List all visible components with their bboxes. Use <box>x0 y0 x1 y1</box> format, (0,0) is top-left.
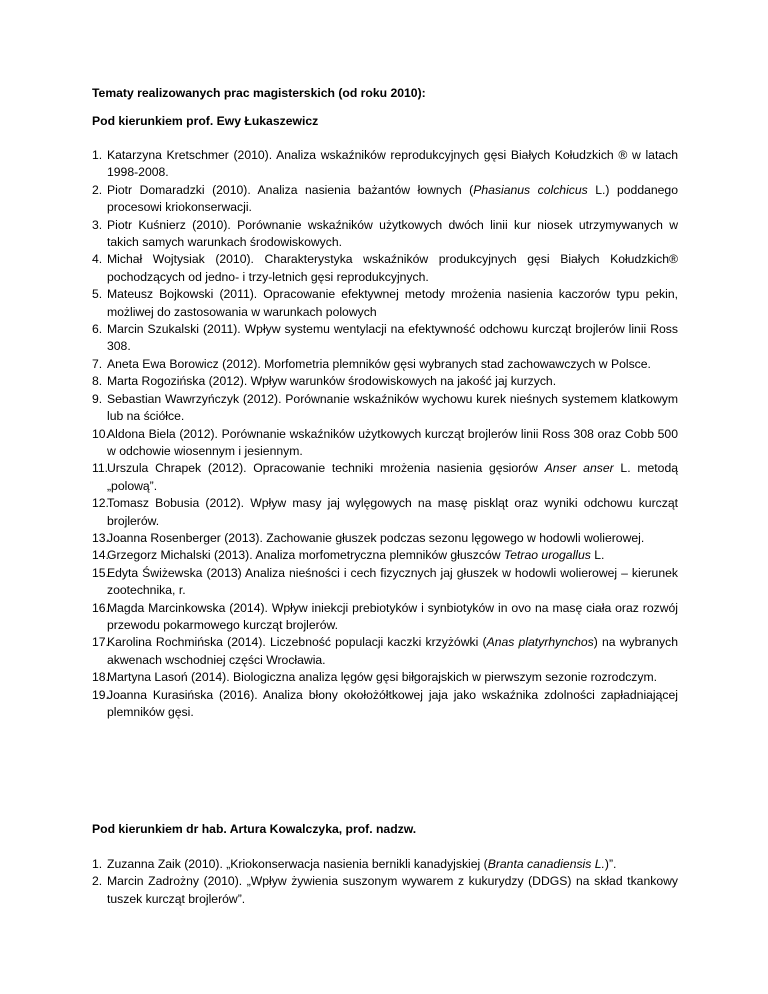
item-text <box>107 391 678 426</box>
item-text-segment: Zuzanna Zaik (2010). „Kriokonserwacja nasienia bernikli kanadyjskiej ( <box>107 857 488 871</box>
item-number: 2. <box>92 182 103 197</box>
thesis-list-item <box>92 373 678 390</box>
item-text <box>107 321 678 356</box>
item-number: 19. <box>92 687 109 702</box>
thesis-list-item <box>92 565 678 600</box>
item-text-segment: Marcin Zadrożny (2010). „Wpływ żywienia suszonym wywarem z kukurydzy (DDGS) na skład tkankowy tuszek kurcząt brojlerów”. <box>107 874 678 906</box>
species-name-italic: Tetrao urogallus <box>503 548 591 563</box>
item-number: 1. <box>92 857 103 871</box>
thesis-list-item <box>92 147 678 182</box>
item-number: 4. <box>92 252 103 267</box>
item-number: 12. <box>92 496 109 511</box>
supervisor-2-heading: Pod kierunkiem dr hab. Artura Kowalczyka, prof. nadzw. <box>92 822 417 836</box>
item-text-segment: Joanna Rosenberger (2013). Zachowanie głuszek podczas sezonu lęgowego w hodowli wolierowej. <box>107 530 645 545</box>
thesis-list-item <box>92 251 678 286</box>
thesis-list-item <box>92 286 678 321</box>
item-number: 3. <box>92 217 103 232</box>
item-number: 15. <box>92 565 109 580</box>
item-text-segment: Katarzyna Kretschmer (2010). Analiza wskaźników reprodukcyjnych gęsi Białych Kołudzkich ® w latach 1998-2008. <box>107 148 678 180</box>
item-text-segment: Karolina Rochmińska (2014). Liczebność populacji kaczki krzyżówki ( <box>107 635 487 650</box>
item-text <box>107 687 678 722</box>
item-number: 8. <box>92 374 103 389</box>
item-number: 9. <box>92 391 103 406</box>
item-text-segment: )”. <box>604 857 617 871</box>
species-name-italic: Anser anser <box>544 461 614 476</box>
item-text <box>107 669 678 686</box>
item-text-segment: Edyta Świżewska (2013) Analiza nieśności i cech fizycznych jaj głuszek w hodowli wolierowej – kierunek zootechnika, r. <box>107 565 678 598</box>
item-text <box>107 856 678 873</box>
item-number: 16. <box>92 600 109 615</box>
item-number: 1. <box>92 148 103 162</box>
item-text-segment: Marcin Szukalski (2011). Wpływ systemu wentylacji na efektywność odchowu kurcząt brojlerów linii Ross 308. <box>107 322 678 354</box>
thesis-list-item <box>92 600 678 635</box>
item-text-segment: L. <box>590 548 605 563</box>
item-text-segment: Martyna Lasoń (2014). Biologiczna analiza lęgów gęsi biłgorajskich w pierwszym sezonie rozrodczym. <box>107 670 658 685</box>
item-number: 17. <box>92 635 109 650</box>
item-text-segment: Piotr Kuśnierz (2010). Porównanie wskaźników użytkowych dwóch linii kur niosek utrzymywanych w takich samych warunkach środowiskowych. <box>107 217 678 250</box>
item-number: 7. <box>92 356 103 371</box>
item-number: 14. <box>92 548 109 563</box>
thesis-list-item <box>92 321 678 356</box>
item-text-segment: Aldona Biela (2012). Porównanie wskaźników użytkowych kurcząt brojlerów linii Ross 308 oraz Cobb 500 w odchowie wiosennym i jesiennym. <box>107 426 678 458</box>
item-text-segment: Tomasz Bobusia (2012). Wpływ masy jaj wylęgowych na masę piskląt oraz wyniki odchowu kurcząt brojlerów. <box>107 496 678 528</box>
item-text <box>107 873 678 908</box>
item-text-segment: Joanna Kurasińska (2016). Analiza błony okołożółtkowej jaja jako wskaźnika zdolności zapładniającej plemników gęsi. <box>107 687 678 719</box>
item-text-segment: ) na wybranych akwenach wschodniej części Wrocławia. <box>107 635 678 667</box>
item-text <box>107 251 678 286</box>
item-text <box>107 495 678 530</box>
item-text <box>107 356 678 373</box>
item-text-segment: Sebastian Wawrzyńczyk (2012). Porównanie wskaźników wychowu kurek nieśnych systemem klatkowym lub na ściółce. <box>107 391 678 424</box>
item-number: 11. <box>92 461 109 476</box>
item-text-segment: Piotr Domaradzki (2010). Analiza nasienia bażantów łownych ( <box>107 182 474 197</box>
species-name-italic: Branta canadiensis L. <box>487 857 605 871</box>
item-number: 5. <box>92 287 103 302</box>
thesis-list-item <box>92 356 678 373</box>
item-text <box>107 373 678 390</box>
item-text-segment: Marta Rogozińska (2012). Wpływ warunków środowiskowych na jakość jaj kurzych. <box>107 374 557 389</box>
item-text <box>107 530 678 547</box>
item-text-segment: Michał Wojtysiak (2010). Charakterystyka wskaźników produkcyjnych gęsi Białych Kołudzkich® pochodzących od jedno- i trzy-letnich gęsi reprodukcyjnych. <box>107 252 678 284</box>
thesis-list-item <box>92 530 678 547</box>
document-title: Tematy realizowanych prac magisterskich (od roku 2010): <box>92 86 426 100</box>
thesis-list-item <box>92 669 678 686</box>
thesis-list-item <box>92 460 678 495</box>
item-text <box>107 217 678 252</box>
item-number: 2. <box>92 874 103 889</box>
thesis-list-item <box>92 873 678 908</box>
item-text <box>107 182 678 217</box>
item-text-segment: Magda Marcinkowska (2014). Wpływ iniekcji prebiotyków i synbiotyków in ovo na masę ciała oraz rozwój przewodu pokarmowego kurcząt brojlerów. <box>107 600 678 632</box>
thesis-list-supervisor-2 <box>92 856 678 908</box>
thesis-list-item <box>92 426 678 461</box>
thesis-list-item <box>92 217 678 252</box>
item-text <box>107 460 678 495</box>
item-text <box>107 634 678 669</box>
thesis-list-item <box>92 547 678 564</box>
supervisor-1-heading: Pod kierunkiem prof. Ewy Łukaszewicz <box>92 114 319 128</box>
item-text <box>107 426 678 461</box>
thesis-list-item <box>92 182 678 217</box>
item-number: 6. <box>92 322 103 337</box>
thesis-list-item <box>92 391 678 426</box>
item-text-segment: Urszula Chrapek (2012). Opracowanie techniki mrożenia nasienia gęsiorów <box>107 461 545 476</box>
item-text <box>107 147 678 182</box>
item-number: 10. <box>92 426 109 441</box>
thesis-list-supervisor-1 <box>92 147 678 721</box>
item-text-segment: Mateusz Bojkowski (2011). Opracowanie efektywnej metody mrożenia nasienia kaczorów typu pekin, możliwej do zastosowania w warunkach polowych <box>107 287 678 319</box>
item-number: 13. <box>92 530 109 545</box>
item-text <box>107 547 678 564</box>
item-text <box>107 600 678 635</box>
thesis-list-item <box>92 856 678 873</box>
item-text-segment: Aneta Ewa Borowicz (2012). Morfometria plemników gęsi wybranych stad zachowawczych w Polsce. <box>107 356 651 371</box>
item-number: 18. <box>92 670 109 685</box>
item-text-segment: L. metodą „polową”. <box>107 461 679 493</box>
species-name-italic: Phasianus colchicus <box>473 182 588 197</box>
thesis-list-item <box>92 634 678 669</box>
item-text <box>107 565 678 600</box>
item-text-segment: L.) poddanego procesowi kriokonserwacji. <box>107 182 678 215</box>
item-text <box>107 286 678 321</box>
item-text-segment: Grzegorz Michalski (2013). Analiza morfometryczna plemników głuszców <box>107 548 504 563</box>
thesis-list-item <box>92 495 678 530</box>
species-name-italic: Anas platyrhynchos <box>486 635 594 650</box>
thesis-list-item <box>92 687 678 722</box>
